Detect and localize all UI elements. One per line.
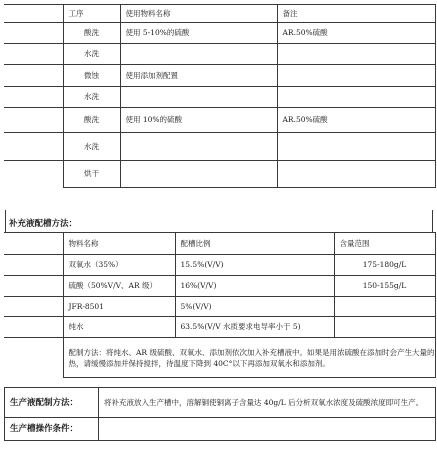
material-cell [120,161,277,188]
note-cell [277,161,435,188]
production-table [4,387,436,441]
step-cell: 水洗 [63,44,120,65]
mixing-method-text: 配制方法：将纯水、AR 级硫酸、双氧水、添加剂依次加入补充槽液中。如果是用浓硫酸在添加时会产生大量的热，请缓慢添加并保持搅拌，待温度下降到 40C°以下再添加双氧水和添加剂。 [63,338,435,378]
material-cell: 纯水 [63,317,175,338]
table-row [4,65,435,87]
step-cell: 微蚀 [63,65,120,87]
blank-cell [4,5,63,23]
operating-section-title: 生产槽操作条件： [5,418,99,441]
material-cell: 使用添加剂配置 [120,65,277,87]
production-method-text: 将补充液放入生产槽中，溶解铜使铜离子含量达 40g/L 后分析双氧水浓度及硫酸浓度即可生产。 [99,388,436,418]
ratio-cell: 15.5%(V/V) [175,255,334,276]
process-table [4,4,436,188]
note-cell [277,65,435,87]
material-cell: 硫酸（50%V/V、AR 级） [63,276,175,297]
range-cell [334,297,435,317]
step-cell: 酸洗 [63,108,120,133]
table-row [4,276,435,297]
header-step: 工序 [63,5,120,23]
table-row [4,23,435,44]
table-row [4,133,435,161]
refill-section-title: 补充液配槽方法： [5,210,433,232]
ratio-cell: 5%(V/V) [175,297,334,317]
ratio-cell: 63.5%(V/V 水质要求电导率小于 5) [175,317,334,338]
range-cell: 150-155g/L [334,276,435,297]
table-row [4,161,435,188]
material-cell: JFR-8501 [63,297,175,317]
step-cell: 酸洗 [63,23,120,44]
note-cell [277,44,435,65]
table-row [4,108,435,133]
table-row [4,44,435,65]
note-cell: AR.50%硫酸 [277,23,435,44]
header-material: 使用物料名称 [120,5,277,23]
range-cell: 175-180g/L [334,255,435,276]
table-row [4,87,435,108]
operating-conditions-value [99,418,436,441]
material-cell: 双氧水（35%） [63,255,175,276]
table-row [4,317,435,338]
step-cell: 烘干 [63,161,120,188]
header-range: 含量范围 [334,233,435,255]
note-cell [277,87,435,108]
material-cell: 使用 5-10%的硫酸 [120,23,277,44]
step-cell: 水洗 [63,87,120,108]
material-cell [120,133,277,161]
note-cell: AR.50%硫酸 [277,108,435,133]
material-cell [120,87,277,108]
production-section-title: 生产液配制方法： [5,388,99,418]
ratio-cell: 16%(V/V) [175,276,334,297]
range-cell [334,317,435,338]
header-note: 备注 [277,5,435,23]
step-cell: 水洗 [63,133,120,161]
refill-table [4,232,436,378]
table-row [4,297,435,317]
note-cell [277,133,435,161]
header-material: 物料名称 [63,233,175,255]
table-row [4,255,435,276]
material-cell: 使用 10%的硫酸 [120,108,277,133]
material-cell [120,44,277,65]
header-ratio: 配槽比例 [175,233,334,255]
